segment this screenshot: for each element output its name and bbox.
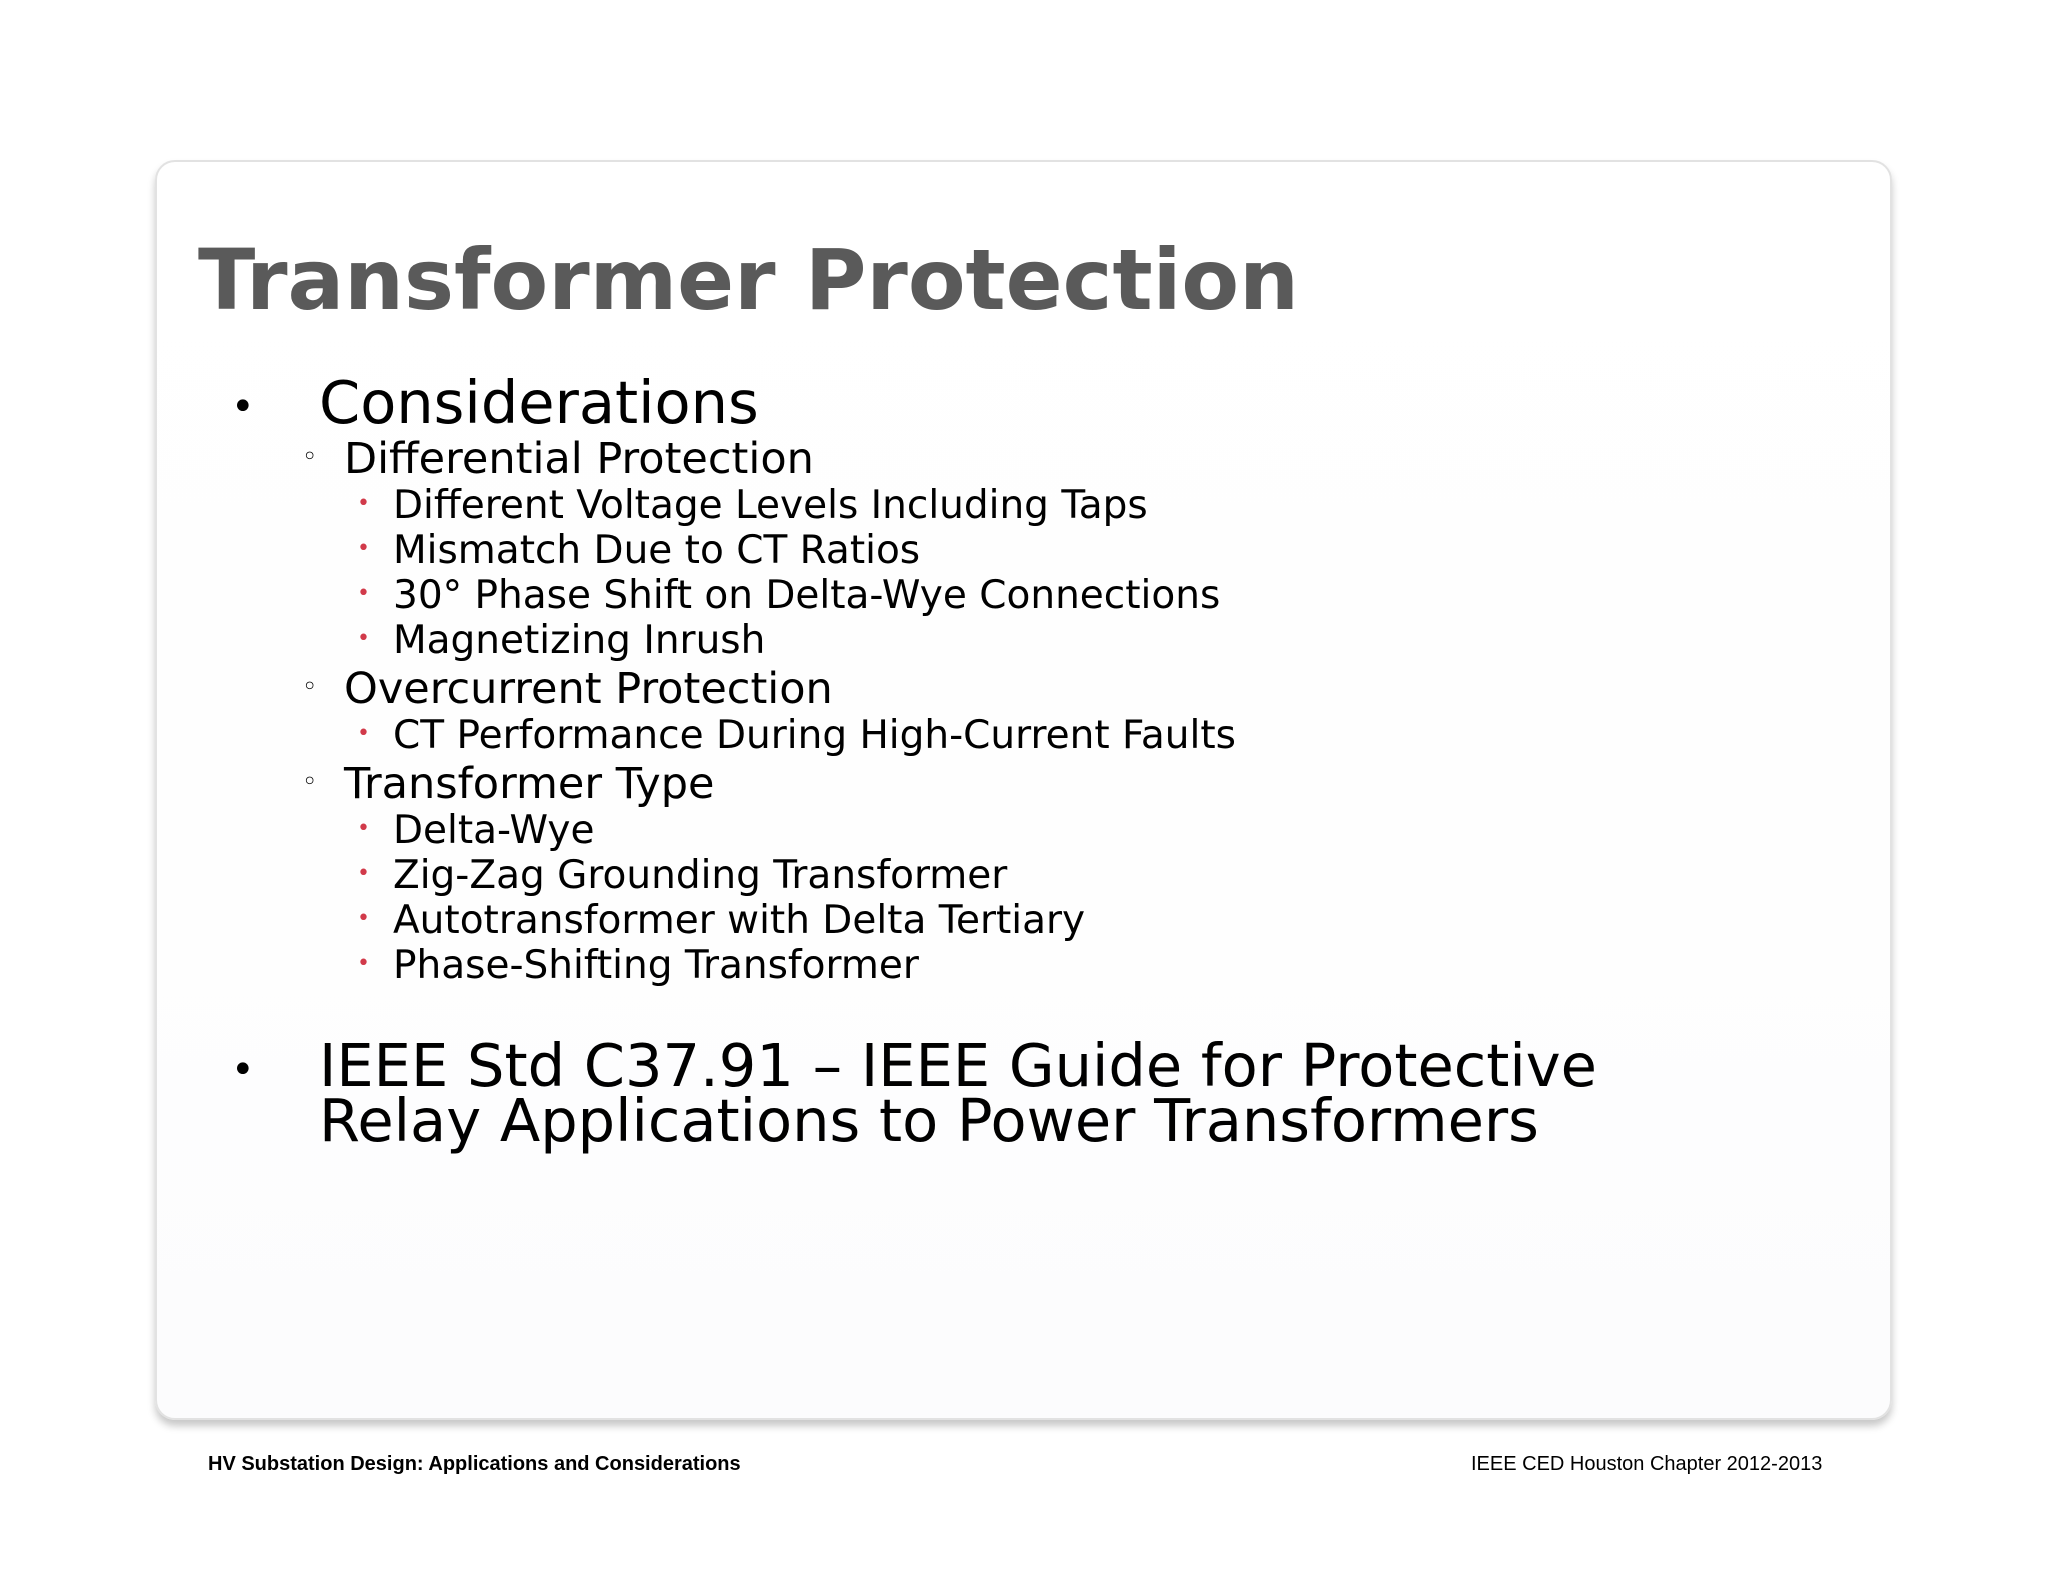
list-item-text: Different Voltage Levels Including Taps (393, 483, 1148, 528)
list-item-text: Magnetizing Inrush (393, 618, 766, 663)
bullet-dot-icon: • (357, 626, 370, 651)
bullet-circle-icon: ◦ (302, 767, 318, 797)
list-item-text: Zig-Zag Grounding Transformer (393, 853, 1008, 898)
list-item-text: Autotransformer with Delta Tertiary (393, 898, 1086, 943)
footer-chapter: IEEE CED Houston Chapter 2012-2013 (1471, 1453, 1823, 1475)
bullet-dot-icon: • (357, 951, 370, 976)
bullet-circle-icon: ◦ (302, 442, 318, 472)
bullet-circle-icon: ◦ (302, 672, 318, 702)
bullet-dot-icon: • (357, 861, 370, 886)
bullet-dot-icon: • (231, 1047, 255, 1093)
bullet-text: Considerations (319, 368, 759, 437)
bullet-dot-icon: • (357, 816, 370, 841)
list-item-text: Phase-Shifting Transformer (393, 943, 919, 988)
subbullet-text: Overcurrent Protection (344, 664, 833, 714)
bullet-text-line-2: Relay Applications to Power Transformers (319, 1086, 1539, 1155)
subbullet-text: Transformer Type (344, 759, 715, 809)
subbullet-text: Differential Protection (344, 434, 814, 484)
list-item-text: Delta-Wye (393, 808, 595, 853)
list-item-text: CT Performance During High-Current Faults (393, 713, 1236, 758)
bullet-dot-icon: • (357, 491, 370, 516)
bullet-dot-icon: • (357, 581, 370, 606)
bullet-text-line-1: IEEE Std C37.91 – IEEE Guide for Protective (319, 1031, 1597, 1100)
list-item-text: 30° Phase Shift on Delta-Wye Connections (393, 573, 1221, 618)
bullet-dot-icon: • (231, 384, 255, 430)
footer-course-title: HV Substation Design: Applications and Considerations (208, 1453, 741, 1475)
bullet-dot-icon: • (357, 906, 370, 931)
bullet-dot-icon: • (357, 721, 370, 746)
list-item-text: Mismatch Due to CT Ratios (393, 528, 921, 573)
slide-title: Transformer Protection (198, 231, 1299, 329)
bullet-dot-icon: • (357, 536, 370, 561)
